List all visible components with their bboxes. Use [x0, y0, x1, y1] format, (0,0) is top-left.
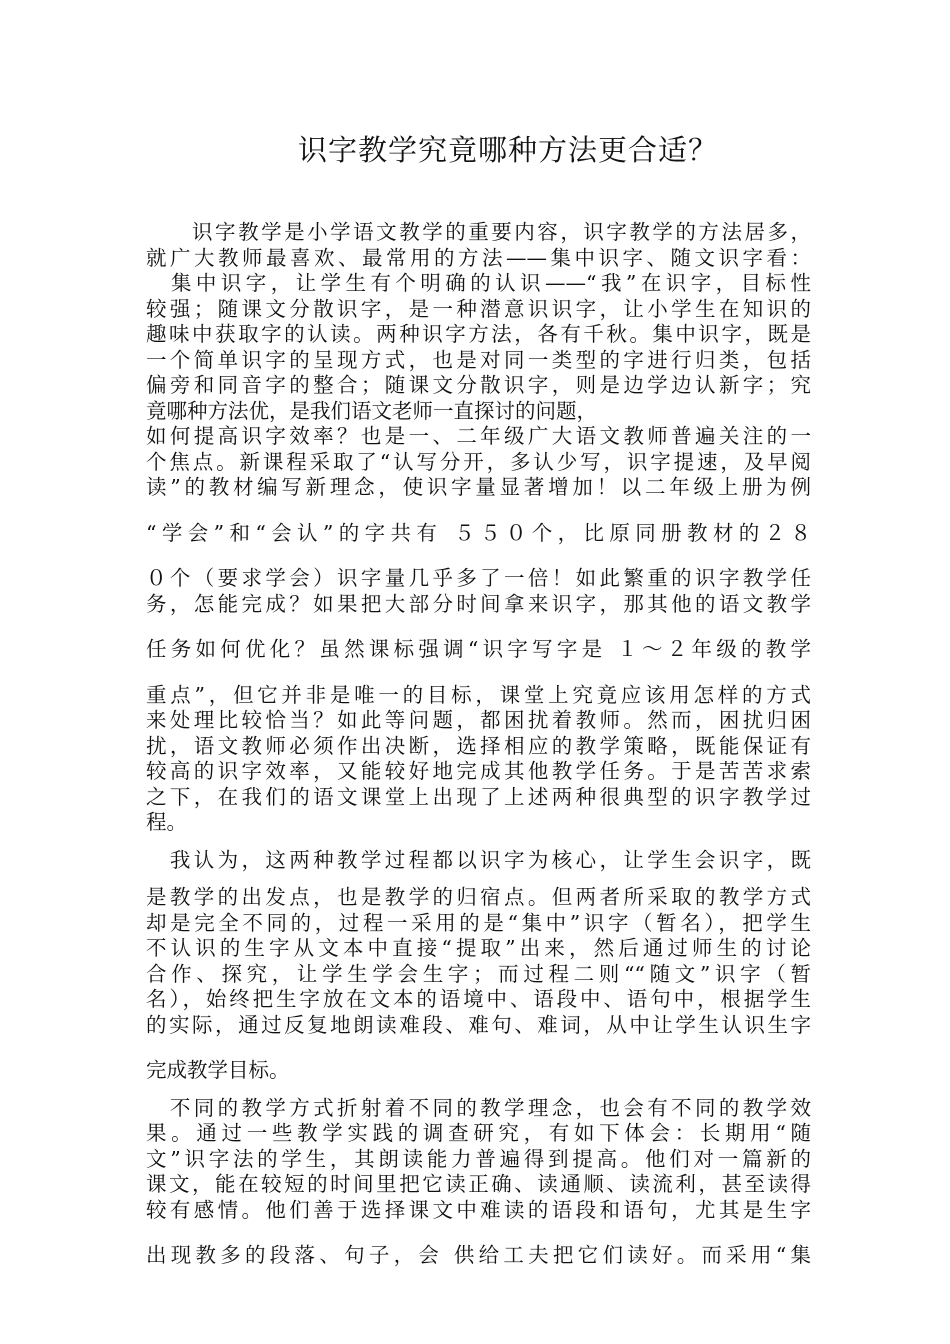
body-line: 集中识字，让学生有个明确的认识——“我”在识字，目标性 — [146, 271, 811, 295]
body-line: 较强；随课文分散识字，是一种潜意识识字，让小学生在知识的 — [146, 296, 811, 321]
body-line: 完成教学目标。 — [146, 1058, 290, 1082]
body-line: 任务如何优化？虽然课标强调“识字写字是 １～２年级的教学 — [146, 637, 811, 661]
body-line: “学会”和“会认”的字共有 ５５０个，比原同册教材的２８ — [146, 520, 811, 545]
body-line: 不认识的生字从文本中直接“提取”出来，然后通过师生的讨论 — [146, 936, 811, 960]
body-line: 不同的教学方式折射着不同的教学理念，也会有不同的教学效 — [146, 1095, 811, 1120]
document-body — [146, 220, 811, 1269]
body-line: 果。通过一些教学实践的调查研究，有如下体会：长期用“随 — [146, 1121, 811, 1145]
body-line: 课文，能在较短的时间里把它读正确、读通顺、读流利，甚至读得 — [146, 1172, 811, 1196]
body-line: 个焦点。新课程采取了“认写分开，多认少写，识字提速，及早阅 — [146, 449, 811, 474]
body-line: 合作、探究，让学生学会生字；而过程二则““随文”识字（暂 — [146, 961, 811, 986]
body-line: 名），始终把生字放在文本的语境中、语段中、语句中，根据学生 — [146, 987, 811, 1011]
body-line: 如何提高识字效率？也是一、二年级广大语文教师普遍关注的一 — [146, 424, 811, 448]
body-line: 务，怎能完成？如果把大部分时间拿来识字，那其他的语文教学 — [146, 591, 811, 616]
body-line: 出现教多的段落、句子，会 供给工夫把它们读好。而采用“集 — [146, 1243, 811, 1267]
body-line: 竟哪种方法优，是我们语文老师一直探讨的问题， — [146, 398, 597, 423]
body-line: ０个（要求学会）识字量几乎多了一倍！如此繁重的识字教学任 — [146, 566, 811, 590]
body-line: 之下，在我们的语文课堂上出现了上述两种很典型的识字教学过 — [146, 784, 811, 809]
body-line: 却是完全不同的，过程一采用的是“集中”识字（暂名），把学生 — [146, 910, 811, 935]
body-line: 识字教学是小学语文教学的重要内容，识字教学的方法居多， — [146, 220, 811, 244]
body-line: 较高的识字效率，又能较好地完成其他教学任务。于是苦苦求索 — [146, 759, 811, 783]
body-line: 偏旁和同音字的整合；随课文分散识字，则是边学边认新字；究 — [146, 373, 811, 397]
body-line: 一个简单识字的呈现方式，也是对同一类型的字进行归类，包括 — [146, 347, 811, 372]
body-line: 趣味中获取字的认读。两种识字方法，各有千秋。集中识字，既是 — [146, 322, 811, 346]
body-line: 较有感情。他们善于选择课文中难读的语段和语句，尤其是生字 — [146, 1197, 811, 1222]
body-line: 我认为，这两种教学过程都以识字为核心，让学生会识字，既 — [146, 847, 811, 872]
document-title: 识字教学究竟哪种方法更合适？ — [298, 133, 719, 167]
body-line: 来处理比较恰当？如此等问题，都困扰着教师。然而，困扰归困 — [146, 708, 811, 732]
body-line: 就广大教师最喜欢、最常用的方法——集中识字、随文识字看： — [146, 245, 811, 270]
body-line: 文”识字法的学生，其朗读能力普遍得到提高。他们对一篇新的 — [146, 1146, 811, 1171]
body-line: 扰，语文教师必须作出决断，选择相应的教学策略，既能保证有 — [146, 733, 811, 758]
body-line: 的实际，通过反复地朗读难段、难句、难词，从中让学生认识生字 — [146, 1012, 811, 1037]
body-line: 程。 — [146, 810, 187, 834]
body-line: 重点”，但它并非是唯一的目标，课堂上究竟应该用怎样的方式 — [146, 682, 811, 707]
body-line: 是教学的出发点，也是教学的归宿点。但两者所采取的教学方式 — [146, 885, 811, 909]
body-line: 读”的教材编写新理念，使识字量显著增加！以二年级上册为例 — [146, 475, 811, 499]
